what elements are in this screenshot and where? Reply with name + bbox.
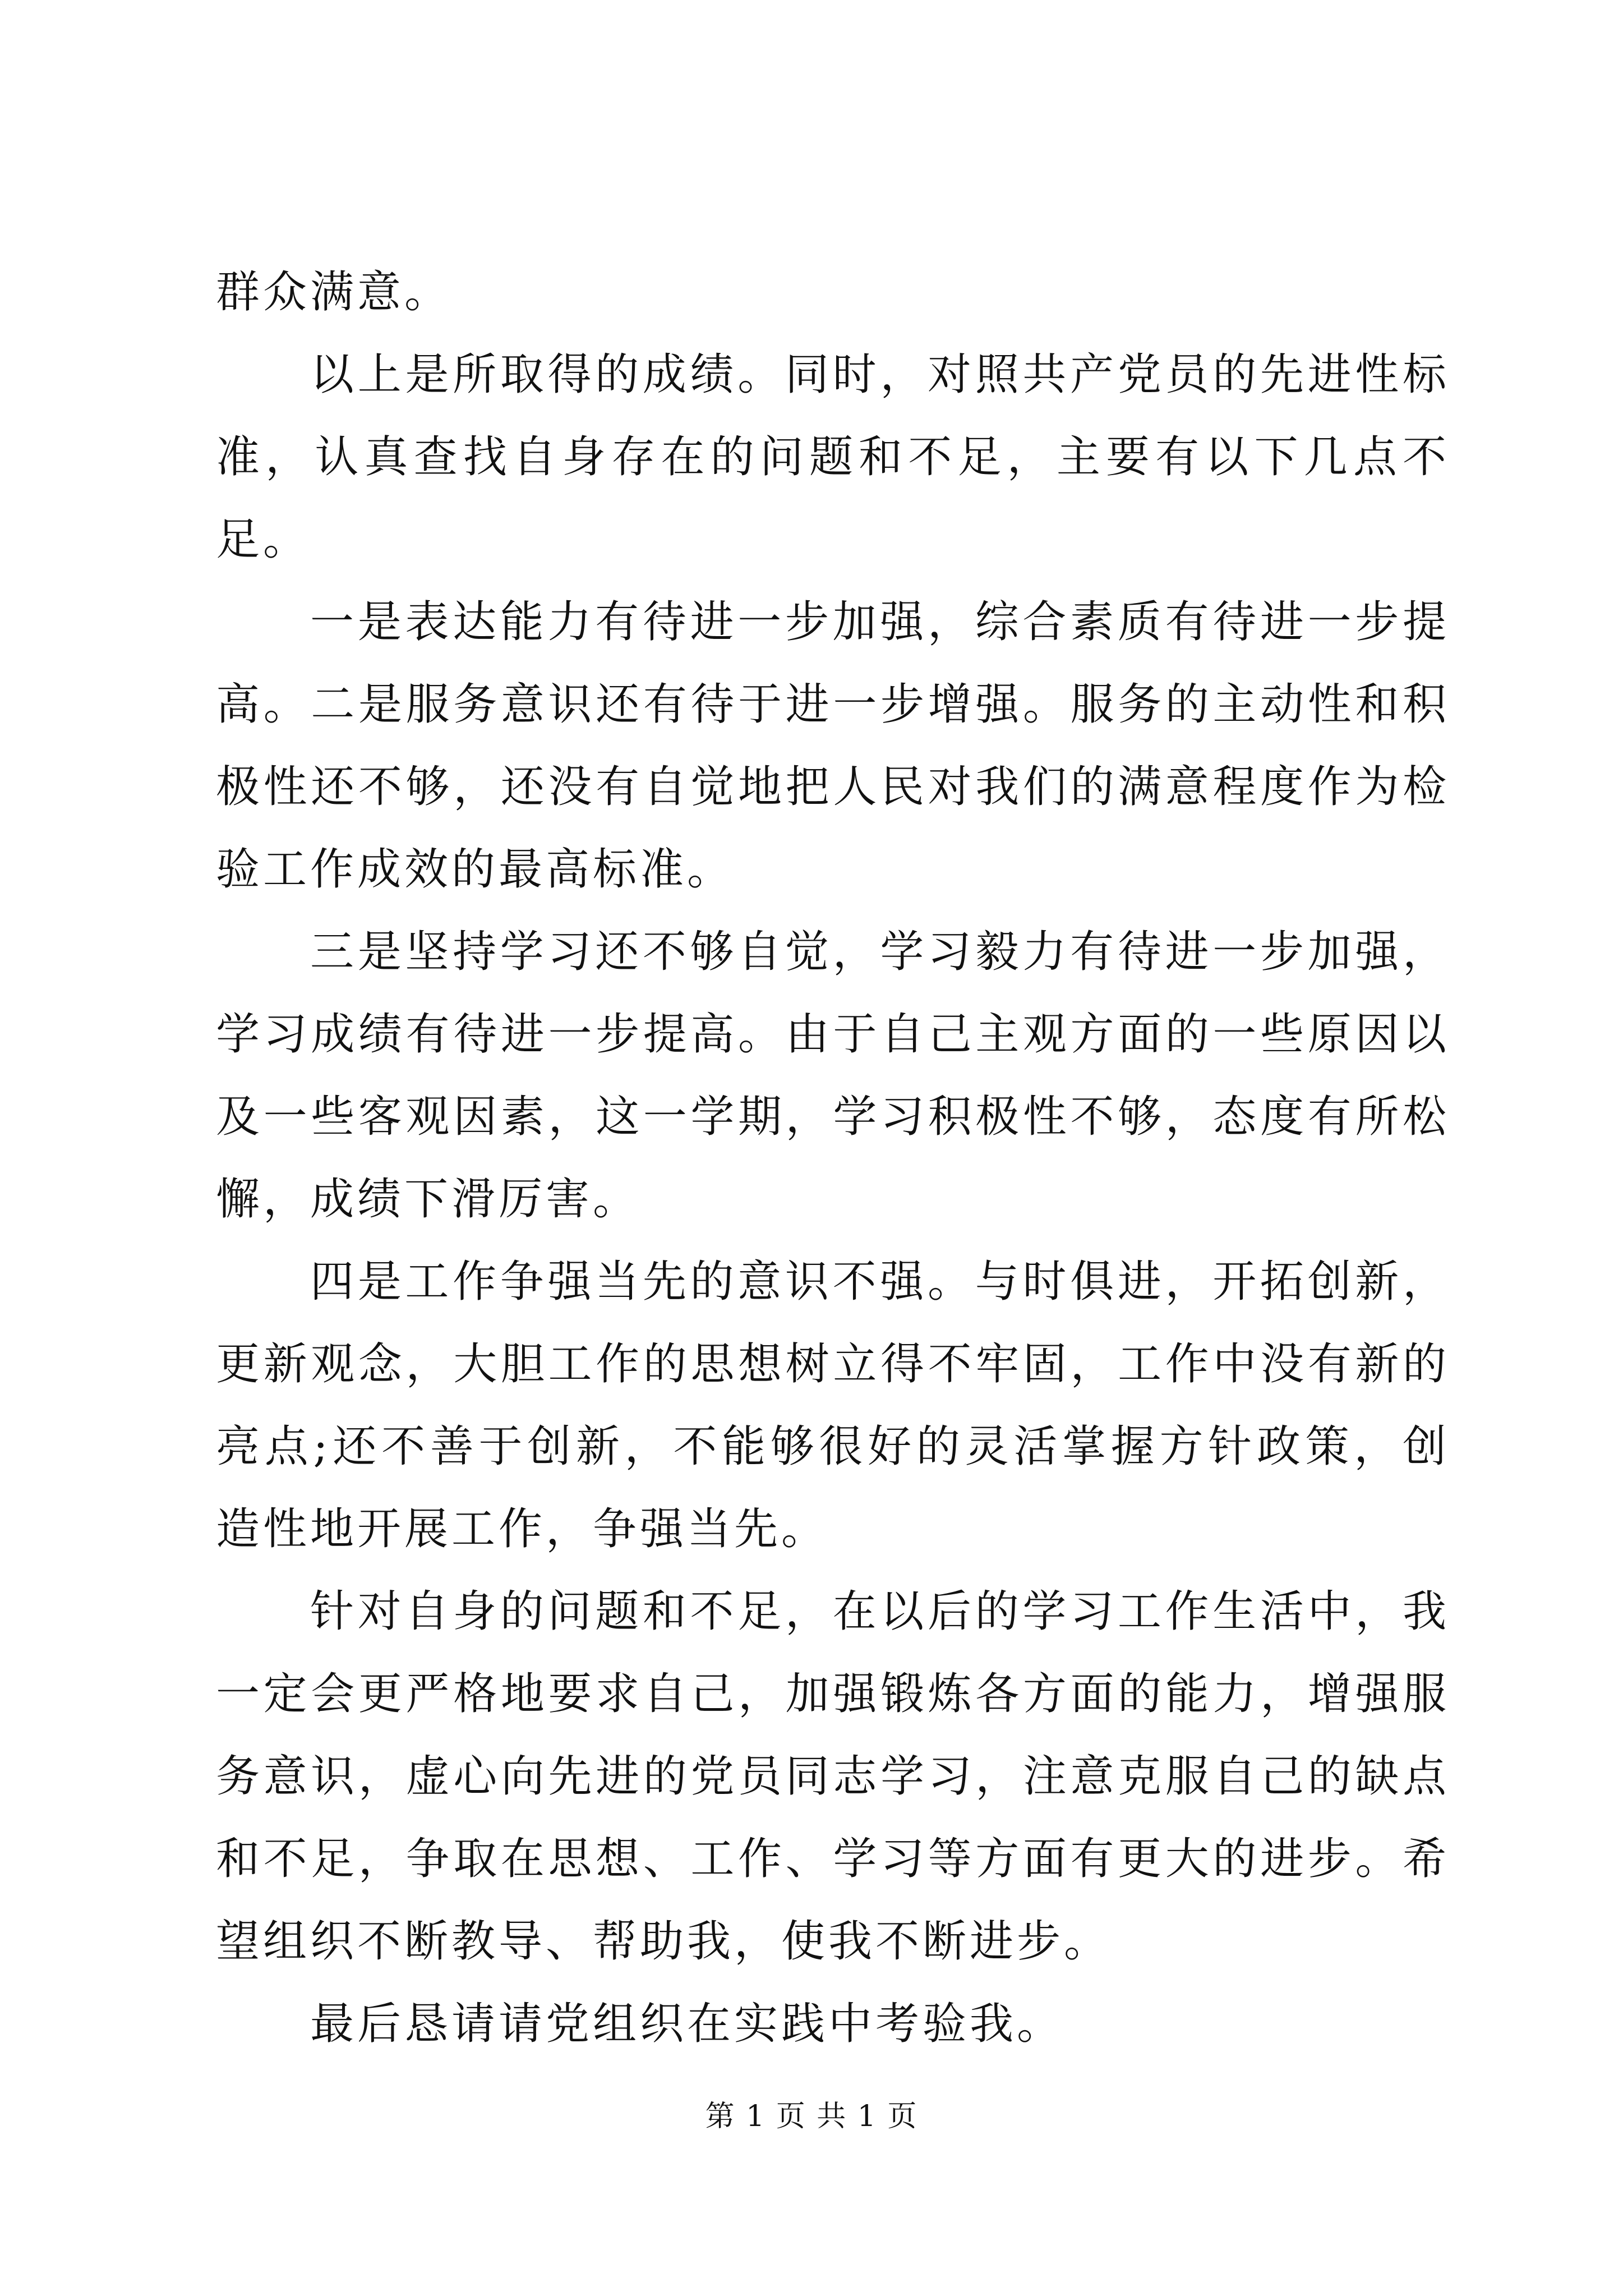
paragraph-shortcoming-three: 三是坚持学习还不够自觉，学习毅力有待进一步加强，学习成绩有待进一步提高。由于自己主观方面的一些原因以及一些客观因素，这一学期，学习积极性不够，态度有所松懈，成绩下滑厉害。	[216, 927, 1450, 1225]
paragraph-shortcoming-one-two: 一是表达能力有待进一步加强，综合素质有待进一步提高。二是服务意识还有待于进一步增强。服务的主动性和积极性还不够，还没有自觉地把人民对我们的满意程度作为检验工作成效的最高标准。	[216, 597, 1450, 895]
document-body	[216, 251, 1450, 2065]
paragraph-continuation: 群众满意。	[216, 267, 452, 318]
paragraph-shortcoming-four: 四是工作争强当先的意识不强。与时俱进，开拓创新，更新观念，大胆工作的思想树立得不牢固，工作中没有新的亮点;还不善于创新，不能够很好的灵活掌握方针政策，创造性地开展工作，争强当先。	[216, 1257, 1450, 1554]
paragraph-achievements-summary: 以上是所取得的成绩。同时，对照共产党员的先进性标准，认真查找自身存在的问题和不足，主要有以下几点不足。	[216, 349, 1450, 565]
page-number-footer: 第 1 页 共 1 页	[705, 2100, 918, 2133]
paragraph-closing: 最后恳请请党组织在实践中考验我。	[310, 1999, 1064, 2049]
paragraph-improvement-plan: 针对自身的问题和不足，在以后的学习工作生活中，我一定会更严格地要求自己，加强锻炼各方面的能力，增强服务意识，虚心向先进的党员同志学习，注意克服自己的缺点和不足，争取在思想、工作、学习等方面有更大的进步。希望组织不断教导、帮助我，使我不断进步。	[216, 1586, 1450, 1967]
